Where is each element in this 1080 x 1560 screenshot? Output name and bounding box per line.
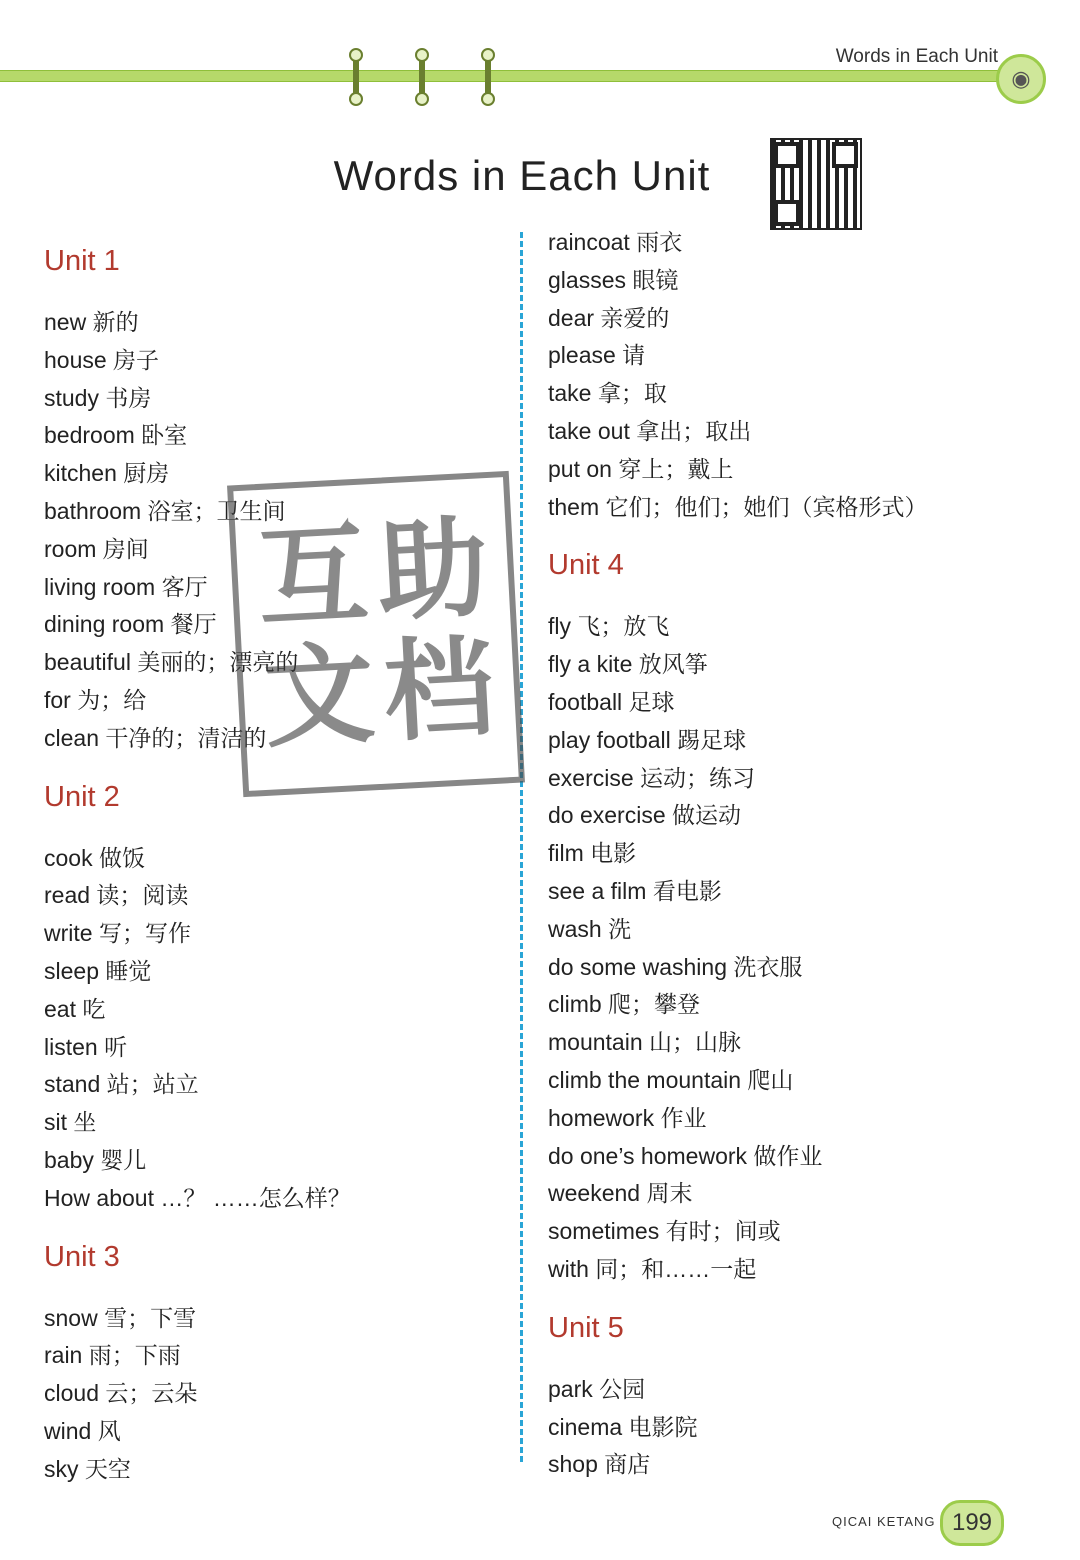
word-list: [548, 224, 1028, 526]
unit-section-5: [548, 1307, 1028, 1484]
word-entry: listen 听: [44, 1033, 128, 1060]
word-entry: write 写；写作: [44, 920, 191, 947]
word-entry: fly a kite 放风筝: [548, 651, 708, 678]
word-entry: wash 洗: [548, 915, 632, 942]
qr-code-icon[interactable]: [770, 138, 862, 230]
word-entry: cloud 云；云朵: [44, 1380, 198, 1407]
binder-rings: [348, 48, 496, 104]
word-entry: new 新的: [44, 309, 139, 335]
word-entry: dining room 餐厅: [44, 611, 217, 638]
word-entry: for 为；给: [44, 686, 147, 713]
word-entry: put on 穿上；戴上: [548, 455, 734, 482]
word-entry: football 足球: [548, 688, 675, 715]
word-entry: wind 风: [44, 1417, 121, 1444]
stamp-char: 文: [261, 632, 378, 761]
word-entry: baby 婴儿: [44, 1146, 147, 1173]
footer-brand: QICAI KETANG: [832, 1514, 936, 1529]
word-entry: dear 亲爱的: [548, 304, 670, 331]
word-entry: film 电影: [548, 840, 637, 867]
word-entry: climb 爬；攀登: [548, 991, 701, 1018]
word-entry: climb the mountain 爬山: [548, 1066, 794, 1093]
stamp-char: 互: [254, 512, 372, 642]
binder-ring-icon: [480, 48, 496, 104]
word-entry: them 它们；他们；她们（宾格形式）: [548, 493, 928, 520]
header-label: Words in Each Unit: [835, 46, 998, 67]
unit-section-2: [44, 776, 504, 1218]
word-entry: How about …？ ……怎么样？: [44, 1184, 351, 1211]
right-column: [548, 224, 1028, 1502]
word-entry: fly 飞；放飞: [548, 613, 670, 640]
word-entry: house 房子: [44, 346, 160, 373]
page-title: Words in Each Unit: [333, 152, 711, 199]
word-entry: take out 拿出；取出: [548, 417, 752, 444]
word-entry: read 读；阅读: [44, 882, 189, 909]
panda-icon: ◉: [996, 54, 1046, 104]
watermark-stamp: [227, 471, 525, 797]
word-list: [44, 1300, 504, 1489]
word-entry: see a film 看电影: [548, 877, 722, 904]
word-entry: cook 做饭: [44, 844, 145, 871]
word-entry: homework 作业: [548, 1104, 707, 1131]
word-entry: cinema 电影院: [548, 1413, 698, 1440]
word-list: [548, 1371, 1028, 1484]
word-entry: shop 商店: [548, 1451, 651, 1478]
word-entry: do exercise 做运动: [548, 802, 742, 829]
unit-section-4: [548, 544, 1028, 1288]
word-entry: please 请: [548, 342, 646, 369]
word-entry: exercise 运动；练习: [548, 764, 756, 791]
word-entry: sky 天空: [44, 1455, 131, 1482]
unit-heading: Unit 1: [44, 245, 120, 277]
binder-ring-icon: [348, 48, 364, 104]
word-entry: weekend 周末: [548, 1180, 693, 1207]
word-entry: park 公园: [548, 1375, 646, 1402]
unit-heading: Unit 3: [44, 1240, 120, 1273]
word-entry: stand 站；站立: [44, 1071, 199, 1098]
word-entry: room 房间: [44, 535, 149, 562]
word-entry: with 同；和……一起: [548, 1255, 757, 1282]
unit-heading: Unit 5: [548, 1311, 624, 1344]
word-entry: clean 干净的；清洁的: [44, 724, 267, 751]
word-entry: do one’s homework 做作业: [548, 1142, 823, 1169]
word-entry: kitchen 厨房: [44, 460, 170, 487]
column-divider: [520, 232, 523, 1462]
word-entry: eat 吃: [44, 995, 106, 1022]
stamp-char: 档: [380, 625, 498, 755]
word-entry: glasses 眼镜: [548, 266, 679, 293]
word-entry: study 书房: [44, 384, 152, 411]
left-column: [44, 240, 504, 1507]
page-number: 199: [940, 1500, 1004, 1546]
word-entry: sometimes 有时；间或: [548, 1218, 781, 1245]
unit-heading: Unit 4: [548, 549, 624, 582]
unit-heading: Unit 2: [44, 780, 120, 813]
word-entry: rain 雨；下雨: [44, 1342, 181, 1369]
word-entry: do some washing 洗衣服: [548, 953, 803, 980]
binder-ring-icon: [414, 48, 430, 104]
word-entry: bedroom 卧室: [44, 422, 188, 449]
word-entry: sit 坐: [44, 1109, 97, 1136]
unit-section-3-continued: [548, 224, 1028, 526]
word-entry: snow 雪；下雪: [44, 1304, 197, 1331]
word-entry: living room 客厅: [44, 573, 208, 600]
word-entry: sleep 睡觉: [44, 957, 152, 984]
word-list: [548, 608, 1028, 1288]
word-list: [44, 840, 504, 1218]
header-band: [0, 70, 1010, 82]
word-entry: play football 踢足球: [548, 726, 747, 753]
word-entry: beautiful 美丽的；漂亮的: [44, 649, 299, 676]
word-entry: mountain 山；山脉: [548, 1029, 742, 1056]
stamp-char: 助: [374, 506, 491, 635]
word-entry: take 拿；取: [548, 380, 667, 407]
word-entry: bathroom 浴室；卫生间: [44, 497, 286, 524]
word-entry: raincoat 雨衣: [548, 229, 683, 255]
unit-section-3: [44, 1236, 504, 1489]
